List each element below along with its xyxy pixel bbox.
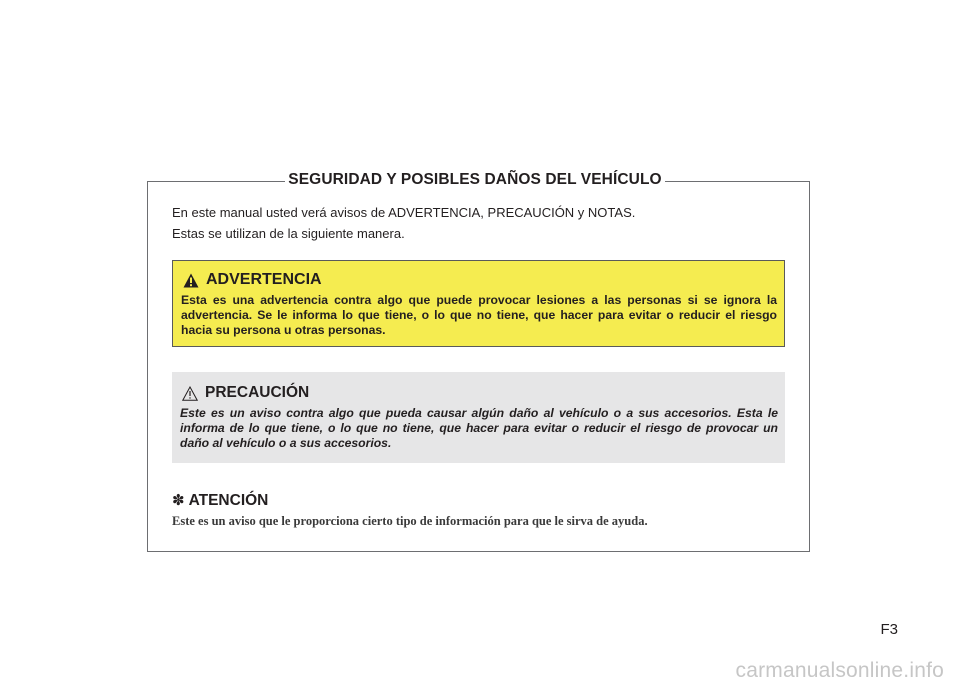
caution-icon bbox=[182, 386, 198, 401]
warning-icon bbox=[183, 273, 199, 288]
note-header bbox=[172, 492, 268, 510]
watermark: carmanualsonline.info bbox=[735, 659, 944, 682]
warning-box bbox=[172, 260, 785, 347]
page-number: F3 bbox=[880, 621, 898, 638]
warning-text: Esta es una advertencia contra algo que puede provocar lesiones a las personas si se ignora la advertencia. Se le informa lo que tiene, o lo que no tiene, que hacer para evitar o reducir el riesgo hacia su persona u otras personas. bbox=[181, 293, 777, 337]
caution-header bbox=[182, 384, 309, 402]
intro-line-2: Estas se utilizan de la siguiente manera. bbox=[172, 226, 405, 241]
note-title: ATENCIÓN bbox=[188, 492, 269, 509]
warning-title: ADVERTENCIA bbox=[206, 271, 322, 288]
intro-line-1: En este manual usted verá avisos de ADVERTENCIA, PRECAUCIÓN y NOTAS. bbox=[172, 205, 636, 220]
caution-title: PRECAUCIÓN bbox=[205, 384, 310, 401]
caution-text: Este es un aviso contra algo que pueda causar algún daño al vehículo o a sus accesorios. Esta le informa de lo que tiene, o lo que no tiene, que hacer para evitar o reducir el riesgo de provocar un daño al vehículo o a sus accesorios. bbox=[180, 406, 778, 450]
asterisk-icon: ✽ bbox=[172, 492, 185, 509]
warning-header bbox=[183, 271, 322, 289]
section-title: SEGURIDAD Y POSIBLES DAÑOS DEL VEHÍCULO bbox=[285, 170, 665, 190]
caution-box bbox=[172, 372, 785, 463]
note-text: Este es un aviso que le proporciona cierto tipo de información para que le sirva de ayuda. bbox=[172, 514, 648, 528]
